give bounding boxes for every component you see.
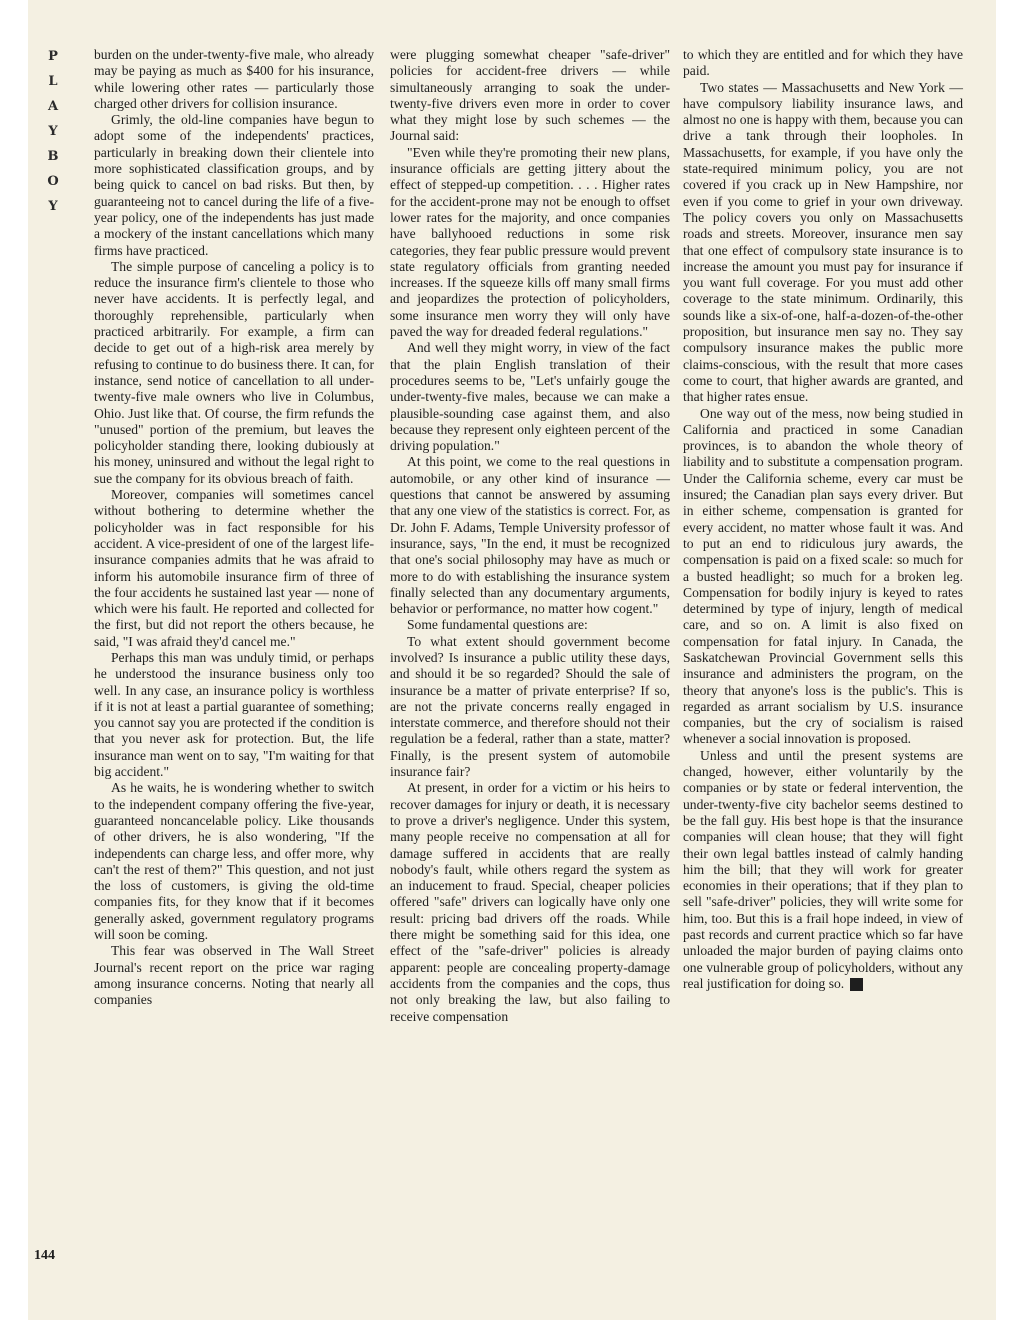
paragraph-text: Some fundamental questions are: — [407, 617, 588, 633]
paragraph-text: As he waits, he is wondering whether to switch to the independent company offering the five-year, guaranteed noncancelable policy. Like thousands of other drivers, he is also wondering, "If the independents can charge less, and offer more, why can't the rest of them?" This question, and not just the loss of customers, is giving the old-time companies fits, for they know that if it becomes generally asked, government regulatory programs will soon be coming. — [94, 780, 374, 943]
paragraph — [390, 340, 670, 454]
paragraph — [94, 943, 374, 1008]
paragraph — [683, 748, 963, 992]
paragraph-text: Moreover, companies will sometimes cancel without bothering to determine whether the policyholder was in fact responsible for his accident. A vice-president of one of the largest life-insurance companies admits that he was afraid to inform his automobile insurance firm of three of the four accidents he sustained last year — none of which were his fault. He reported and collected for the first, but did not report the others because, he said, "I was afraid they'd cancel me." — [94, 487, 374, 649]
paragraph — [683, 406, 963, 748]
paragraph-text: Two states — Massachusetts and New York — have compulsory liability insurance laws, and almost no one is happy with them, because you can drive a tank through their loopholes. In Massachusetts, for example, if you have only the state-required minimum policy, you are not covered if you crack up in New Hampshire, nor even if you come to grief in your own driveway. The policy covers you only on Massachusetts roads and streets. Moreover, insurance men say that one effect of compulsory state insurance is to increase the amount you must pay for insurance if you want full coverage. For you must add other coverage to the state minimum. Ordinarily, this sounds like a six-of-one, half-a-dozen-of-the-other proposition, but insurance men say no. They say compulsory insurance makes the public more claims-conscious, with the result that more cases come to court, that higher awards are granted, and that higher rates ensue. — [683, 79, 963, 405]
paragraph-text: To what extent should government become involved? Is insurance a public utility these days, and should it be so regarded? Should the sale of insurance be a matter of private enterprise? If so, are not the private concerns really engaged in interstate commerce, and therefore should not their regulation be a federal, rather than a state, matter? Finally, is the present system of automobile insurance fair? — [390, 633, 670, 780]
text-column-3 — [683, 47, 963, 992]
paragraph — [390, 454, 670, 617]
paragraph — [94, 259, 374, 487]
paragraph — [94, 650, 374, 780]
paragraph — [683, 47, 963, 80]
paragraph — [94, 112, 374, 259]
paragraph — [390, 780, 670, 1024]
masthead-letter: Y — [48, 124, 58, 139]
paragraph-text: At present, in order for a victim or his heirs to recover damages for injury or death, it is necessary to prove a driver's negligence. Under this system, many people receive no compensation at all for damage suffered in accidents that are really nobody's fault, while others regard the system as an inducement to fraud. Special, cheaper policies offered "safe" drivers can logically have only one result: pricing bad drivers off the roads. While there might be something said for this idea, one effect of the "safe-driver" policies is already apparent: people are concealing property-damage accidents from the companies and the cops, thus not only breaking the law, but also failing to receive compensation — [390, 780, 670, 1024]
masthead-letter: P — [48, 49, 58, 64]
paragraph — [390, 145, 670, 341]
masthead-letter: O — [47, 174, 59, 189]
paragraph-text: "Even while they're promoting their new plans, insurance officials are getting jittery about the effect of stepped-up competition. . . . Higher rates for the accident-prone may not be enough to offset lower rates for the majority, and once companies have ballyhooed reductions in some risk categories, they fear public pressure would prevent state regulatory officials from granting needed increases. If the squeeze kills off many small firms and jeopardizes the protection of policyholders, some insurance men worry they will only have paved the way for dreaded federal regulations." — [390, 144, 670, 340]
text-column-2 — [390, 47, 670, 1025]
playboy-bunny-icon: ♠ — [850, 978, 863, 991]
masthead-letter: A — [47, 99, 59, 114]
paragraph-text: were plugging somewhat cheaper "safe-driver" policies for accident-free drivers — while simultaneously arranging to soak the under-twenty-five drivers even more in order to cover what they might lose by such schemes — the Journal said: — [390, 47, 670, 144]
magazine-page — [28, 0, 996, 1320]
text-column-1 — [94, 47, 374, 1009]
paragraph-text: This fear was observed in The Wall Street Journal's recent report on the price war raging among insurance concerns. Noting that nearly all companies — [94, 943, 374, 1008]
masthead-letter: L — [48, 74, 58, 89]
paragraph — [94, 47, 374, 112]
paragraph-text: to which they are entitled and for which they have paid. — [683, 47, 963, 79]
paragraph — [683, 80, 963, 406]
masthead-playboy — [33, 44, 73, 219]
paragraph — [390, 617, 670, 633]
masthead-letter: Y — [48, 199, 58, 214]
paragraph-text: And well they might worry, in view of the fact that the plain English translation of their procedures seems to be, "Let's unfairly gouge the under-twenty-five males, because we can make a plausible-sounding case against them, and also because they represent only eighteen percent of the driving population." — [390, 340, 670, 454]
paragraph-text: The simple purpose of canceling a policy is to reduce the insurance firm's clientele to those who never have accidents. It is perfectly legal, and thoroughly reprehensible, particularly when practiced arbitrarily. For example, a firm can decide to get out of a high-risk area merely by refusing to continue to do business there. It can, for instance, send notice of cancellation to all under-twenty-five male owners who live in Columbus, Ohio. Just like that. Of course, the firm refunds the "unused" portion of the premium, but leaves the policyholder standing there, looking dubiously at his money, uninsured and without the legal right to sue the company for its obvious breach of faith. — [94, 258, 374, 486]
paragraph-text: One way out of the mess, now being studied in California and practiced in some Canadian provinces, is to abandon the whole theory of liability and to substitute a compensation program. Under the California scheme, every car must be insured; the Canadian plan says every driver. But in either scheme, compensation is granted for every accident, no matter whose fault it was. And to put an end to ridiculous jury awards, the compensation is paid on a fixed scale: so much for a busted headlight; so much for a broken leg. Compensation for bodily injury is keyed to rates determined by type of injury, length of medical care, and so on. A limit is also fixed on compensation for fatal injury. In Canada, the Saskatchewan Provincial Government sells this insurance and administers the program, on the theory that anyone's loss is the public's. This is regarded as arrant socialism by U.S. insurance companies, but the cry of socialism is raised whenever a social innovation is proposed. — [683, 405, 963, 747]
paragraph-text: At this point, we come to the real questions in automobile, or any other kind of insurance — questions that cannot be answered by assuming that any one view of the statistics is correct. For, as Dr. John F. Adams, Temple University professor of insurance, says, "In the end, it must be recognized that one's social philosophy may have as much or more to do with establishing the insurance system finally selected than any documentary arguments, behavior or performance, no matter how cogent." — [390, 454, 670, 617]
masthead-letter: B — [47, 149, 59, 164]
paragraph — [94, 780, 374, 943]
paragraph — [94, 487, 374, 650]
paragraph-text: Perhaps this man was unduly timid, or perhaps he understood the insurance business only too well. In any case, an insurance policy is worthless if it is not at least a partial guarantee of something; you cannot say you are protected if the condition is that you never ask for protection. But, the life insurance man went on to say, "I'm waiting for that big accident." — [94, 649, 374, 780]
paragraph-text: burden on the under-twenty-five male, who already may be paying as much as $400 for his insurance, while lowering other rates — particularly those charged other drivers for collision insurance. — [94, 47, 374, 111]
paragraph-text: Grimly, the old-line companies have begun to adopt some of the independents' practices, particularly in breaking down their clientele into more sophisticated classification groups, and by being quick to cancel on bad risks. But then, by guaranteeing not to cancel during the life of a five-year policy, one of the independents has just made a mockery of the instant cancellations which many firms have practiced. — [94, 112, 374, 258]
paragraph — [390, 634, 670, 781]
page-number: 144 — [34, 1248, 55, 1263]
paragraph-text: Unless and until the present systems are changed, however, either voluntarily by the companies or by state or federal intervention, the under-twenty-five city bachelor seems destined to be the fall guy. His best hope is that the insurance companies will clean house; that they will fight their own legal battles instead of calmly handing him the bill; that they will work for greater economies in their operations; that if they plan to sell "safe-driver" policies, they will write some for him, too. But this is a frail hope indeed, in view of past records and current practice which so far have unloaded the major burden of paying claims onto one vulnerable group of policyholders, without any real justification for doing so. — [683, 747, 963, 991]
paragraph — [390, 47, 670, 145]
